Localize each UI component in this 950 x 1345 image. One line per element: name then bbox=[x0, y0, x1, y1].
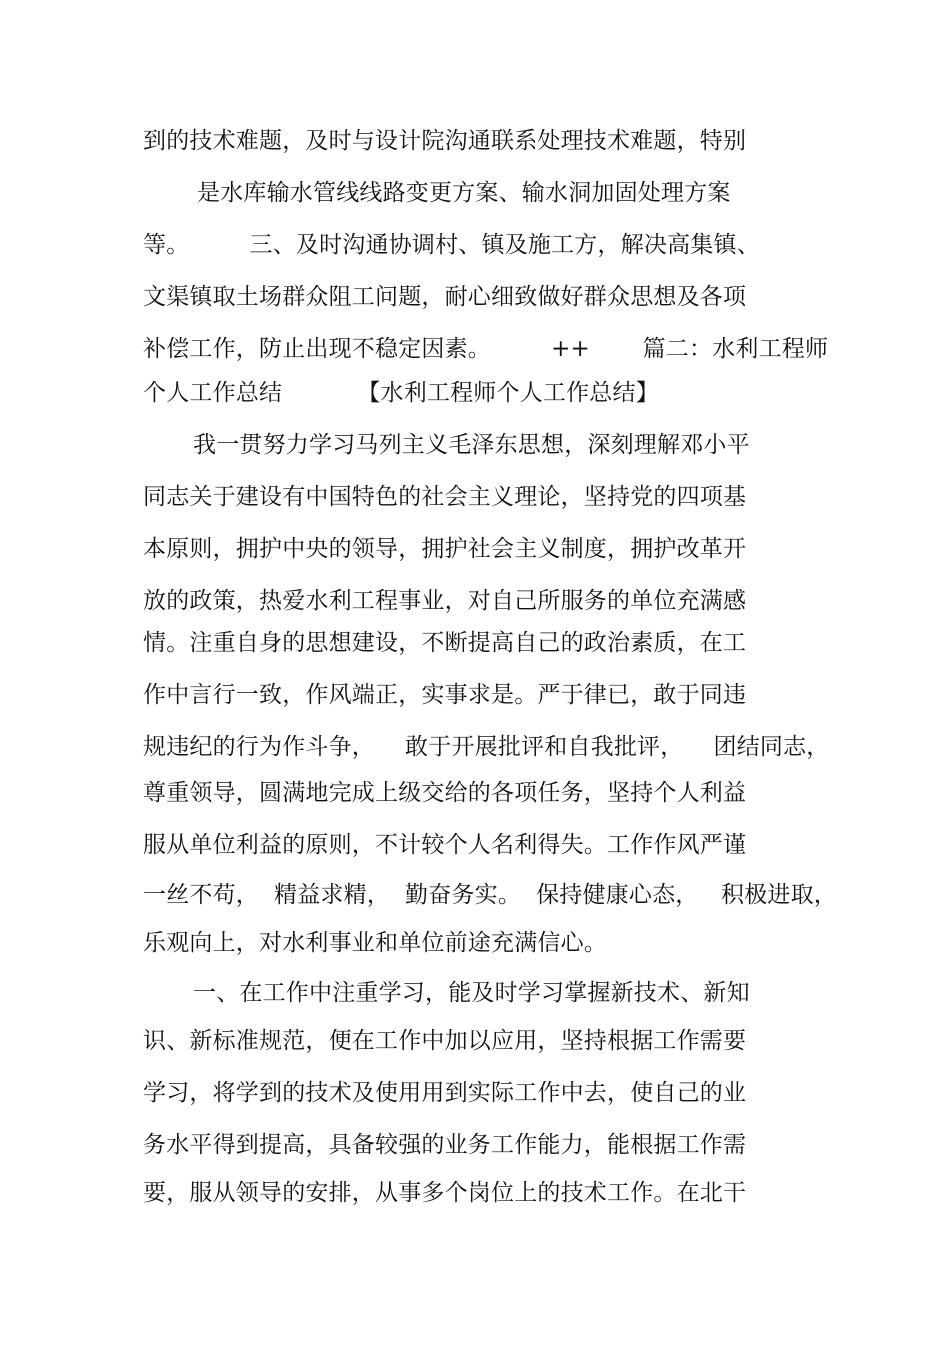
text-line-22: 要，服从领导的安排，从事多个岗位上的技术工作。在北干 bbox=[143, 1180, 747, 1206]
text-line-16: 一丝不苟， 精益求精， 勤奋务实。 保持健康心态， 积极进取， bbox=[143, 882, 837, 908]
text-line-6: 个人工作总结 【水利工程师个人工作总结】 bbox=[143, 380, 659, 406]
text-line-8: 同志关于建设有中国特色的社会主义理论，坚持党的四项基 bbox=[143, 484, 747, 510]
text-line-7: 我一贯努力学习马列主义毛泽东思想，深刻理解邓小平 bbox=[193, 432, 750, 458]
text-line-11: 情。注重自身的思想建设，不断提高自己的政治素质，在工 bbox=[143, 630, 747, 656]
text-line-15: 服从单位利益的原则，不计较个人名利得失。工作作风严谨 bbox=[143, 832, 747, 858]
text-line-10: 放的政策，热爱水利工程事业，对自己所服务的单位充满感 bbox=[143, 588, 747, 614]
text-line-18: 一、在工作中注重学习，能及时学习掌握新技术、新知 bbox=[193, 980, 750, 1006]
text-line-9: 本原则，拥护中央的领导，拥护社会主义制度，拥护改革开 bbox=[143, 536, 747, 562]
text-line-14: 尊重领导，圆满地完成上级交给的各项任务，坚持个人利益 bbox=[143, 780, 747, 806]
text-line-17: 乐观向上，对水利事业和单位前途充满信心。 bbox=[143, 930, 607, 956]
text-line-13: 规违纪的行为作斗争， 敢于开展批评和自我批评， 团结同志， bbox=[143, 734, 830, 760]
text-line-21: 务水平得到提高，具备较强的业务工作能力，能根据工作需 bbox=[143, 1132, 747, 1158]
text-line-5: 补偿工作，防止出现不稳定因素。 ++ 篇二：水利工程师 bbox=[143, 336, 829, 362]
text-line-4: 文渠镇取土场群众阻工问题，耐心细致做好群众思想及各项 bbox=[143, 284, 747, 310]
text-line-20: 学习，将学到的技术及使用用到实际工作中去，使自己的业 bbox=[143, 1080, 747, 1106]
text-line-3: 等。 三、及时沟通协调村、镇及施工方，解决高集镇、 bbox=[143, 232, 760, 258]
text-line-19: 识、新标准规范，便在工作中加以应用，坚持根据工作需要 bbox=[143, 1028, 747, 1054]
text-line-1: 到的技术难题，及时与设计院沟通联系处理技术难题，特别 bbox=[143, 128, 747, 154]
text-line-2: 是水库输水管线线路变更方案、输水洞加固处理方案 bbox=[197, 180, 731, 206]
text-line-12: 作中言行一致，作风端正，实事求是。严于律已，敢于同违 bbox=[143, 682, 747, 708]
